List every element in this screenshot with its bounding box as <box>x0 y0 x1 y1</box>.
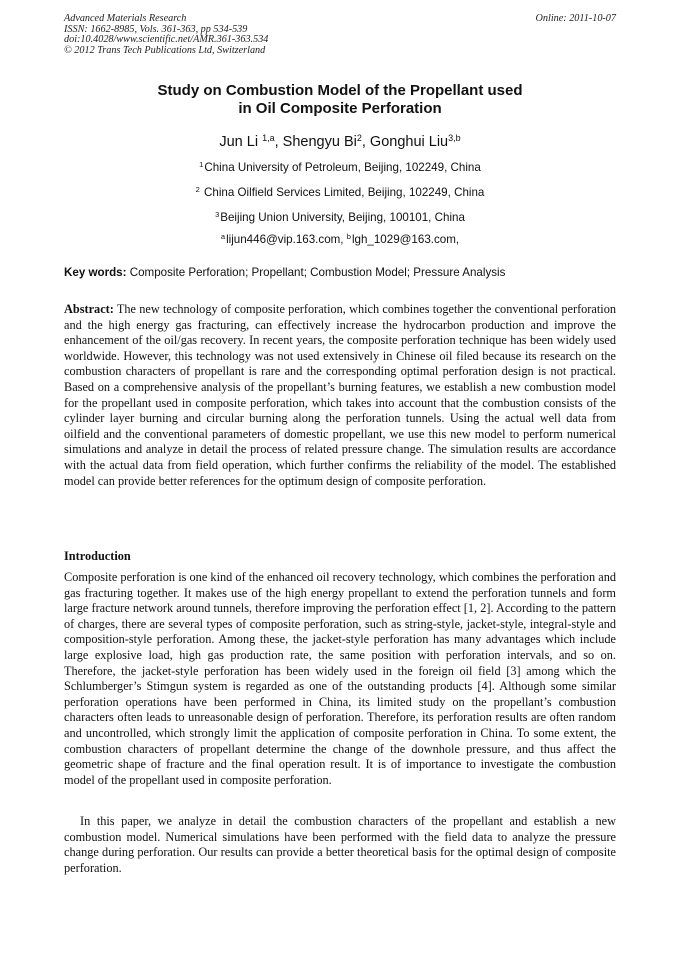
author-sup: 2 <box>356 133 362 143</box>
affiliation-sup: 3 <box>215 210 220 219</box>
introduction-paragraph-2: In this paper, we analyze in detail the combustion characters of the propellant and establish a new combustion model. Numerical simulations have been performed with the field data to analyze the pressure change during perforation. Our results can provide a better theoretical basis for the optimal design of composite perforation. <box>64 814 616 875</box>
affiliation-text: China Oilfield Services Limited, Beijing, 102249, China <box>204 186 485 199</box>
keywords <box>64 266 616 280</box>
issn-line: ISSN: 1662-8985, Vols. 361-363, pp 534-539 <box>64 23 248 35</box>
author-name: Gonghui Liu <box>369 134 449 150</box>
abstract-text: The new technology of composite perforation, which combines together the conventional perforation and the high energy gas fracturing, can effectively increase the hydrocarbon production and improve the enhancement of the oil/gas recovery. In recent years, the composite perforation technique has been widely used worldwide. However, this technology was not used extensively in Chinese oil filed because its research on the combustion characters of propellant is rare and the corresponding optimal perforation design is not practical. Based on a comprehensive analysis of the propellant’s burning features, we establish a new combustion model for the propellant used in composite perforation, which takes into account that the combustion consists of the cylinder layer burning and circular burning along the perforation tunnels. Using the actual well data from oilfield and the conventional parameters of domestic propellant, we use this new model to perform numerical simulations and analyze in detail the process of related pressure change. The simulation results are accordance with the actual data from field operation, which further confirms the reliability of the model. The established model can provide better references for the optimum design of composite perforation. <box>64 302 616 488</box>
affiliation-sup: 2 <box>195 185 200 194</box>
author-name: Shengyu Bi <box>282 134 357 150</box>
title-line-1: Study on Combustion Model of the Propellant used <box>157 82 523 99</box>
keywords-text: Composite Perforation; Propellant; Combustion Model; Pressure Analysis <box>129 266 506 279</box>
author-emails <box>64 230 616 247</box>
affiliation-text: Beijing Union University, Beijing, 100101, China <box>220 211 465 224</box>
affiliation-3 <box>64 208 616 225</box>
author-sup: 1,a <box>262 133 275 143</box>
journal-name: Advanced Materials Research <box>64 13 187 24</box>
affiliation-text: China University of Petroleum, Beijing, 102249, China <box>204 161 481 174</box>
email-sup: a <box>220 232 226 241</box>
keywords-label: Key words: <box>64 266 127 279</box>
section-heading-introduction: Introduction <box>64 549 131 563</box>
affiliation-2 <box>64 183 616 200</box>
journal-header <box>64 14 616 56</box>
affiliation-sup: 1 <box>199 160 204 169</box>
introduction-paragraph-1: Composite perforation is one kind of the enhanced oil recovery technology, which combines the perforation and gas fracturing together. It makes use of the high energy propellant to extend the perforation tunnels and form large fracture network around tunnels, therefore improving the perforation effect [1, 2]. According to the pattern of charges, there are several types of composite perforation, such as string-style, jacket-style, integral-style and composition-style perforation. Among these, the jacket-style perforation has many advantages which include large explosive load, high gas production rate, the same position with perforation intervals, and so on. Therefore, the jacket-style perforation has been widely used in the foreign oil field [3] among which the Schlumberger’s Stimgun system is regarded as one of the outstanding products [4]. Although some similar perforation operations have been performed in China, its limited study on the propellant’s combustion characters often leads to unreasonable design of perforation. Therefore, its perforation results are often random and uncontrolled, which strongly limit the application of composite perforation in China. To some extent, the combustion characters of propellant determine the change of the downhole pressure, and thus affect the geometric shape of fracture and the final operation result. It is of importance to investigate the combustion model of the propellant used in composite perforation. <box>64 570 616 787</box>
online-date: Online: 2011-10-07 <box>535 13 616 24</box>
title-line-2: in Oil Composite Perforation <box>238 100 442 117</box>
affiliation-1 <box>64 158 616 175</box>
author-list: Jun Li $^{1,a}$, Shengyu Bi$^2$, Gonghui Liu$^{3,b}$ <box>219 133 461 150</box>
author-name: Jun Li <box>219 134 259 150</box>
email-b[interactable]: lgh_1029@163.com, <box>351 233 460 246</box>
email-sup: b <box>346 232 351 241</box>
author-sup: 3,b <box>448 133 461 143</box>
copyright-line: © 2012 Trans Tech Publications Ltd, Switzerland <box>64 44 266 56</box>
abstract-label: Abstract: <box>64 302 114 316</box>
abstract <box>64 302 616 489</box>
doi-line: doi:10.4028/www.scientific.net/AMR.361-363.534 <box>64 34 269 46</box>
paper-title <box>64 82 616 118</box>
email-a[interactable]: lijun446@vip.163.com, <box>226 233 344 246</box>
